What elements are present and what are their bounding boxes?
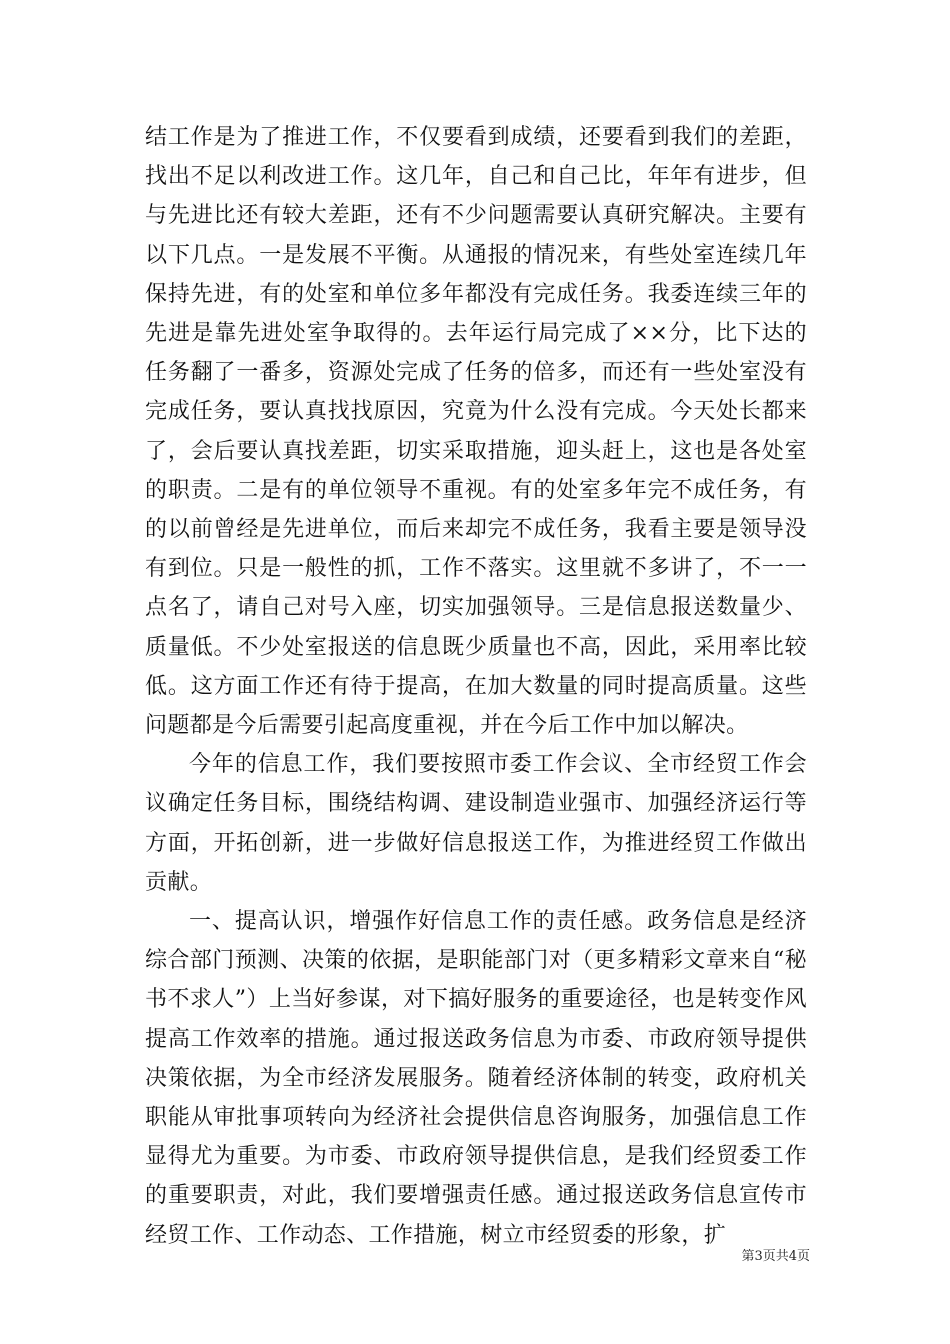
document-body (145, 118, 807, 1255)
page-number-footer: 第3页共4页 (741, 1249, 810, 1264)
paragraph-continuation: 结工作是为了推进工作，不仅要看到成绩，还要看到我们的差距，找出不足以利改进工作。这几年，自己和自己比，年年有进步，但与先进比还有较大差距，还有不少问题需要认真研究解决。主要有以下几点。一是发展不平衡。从通报的情况来，有些处室连续几年保持先进，有的处室和单位多年都没有完成任务。我委连续三年的先进是靠先进处室争取得的。去年运行局完成了××分，比下达的任务翻了一番多，资源处完成了任务的倍多，而还有一些处室没有完成任务，要认真找找原因，究竟为什么没有完成。今天处长都来了，会后要认真找差距，切实采取措施，迎头赶上，这也是各处室的职责。二是有的单位领导不重视。有的处室多年完不成任务，有的以前曾经是先进单位，而后来却完不成任务，我看主要是领导没有到位。只是一般性的抓，工作不落实。这里就不多讲了，不一一点名了，请自己对号入座，切实加强领导。三是信息报送数量少、质量低。不少处室报送的信息既少质量也不高，因此，采用率比较低。这方面工作还有待于提高，在加大数量的同时提高质量。这些问题都是今后需要引起高度重视，并在今后工作中加以解决。 (145, 125, 807, 739)
paragraph-annual-info-work: 今年的信息工作，我们要按照市委工作会议、全市经贸工作会议确定任务目标，围绕结构调、建设制造业强市、加强经济运行等方面，开拓创新，进一步做好信息报送工作，为推进经贸工作做出贡献。 (145, 752, 807, 895)
paragraph-section-one: 一、提高认识，增强作好信息工作的责任感。政务信息是经济综合部门预测、决策的依据，是职能部门对（更多精彩文章来自“秘书不求人”）上当好参谋，对下搞好服务的重要途径，也是转变作风提高工作效率的措施。通过报送政务信息为市委、市政府领导提供决策依据，为全市经济发展服务。随着经济体制的转变，政府机关职能从审批事项转向为经济社会提供信息咨询服务，加强信息工作显得尤为重要。为市委、市政府领导提供信息，是我们经贸委工作的重要职责，对此，我们要增强责任感。通过报送政务信息宣传市经贸工作、工作动态、工作措施，树立市经贸委的形象，扩 (145, 909, 807, 1248)
